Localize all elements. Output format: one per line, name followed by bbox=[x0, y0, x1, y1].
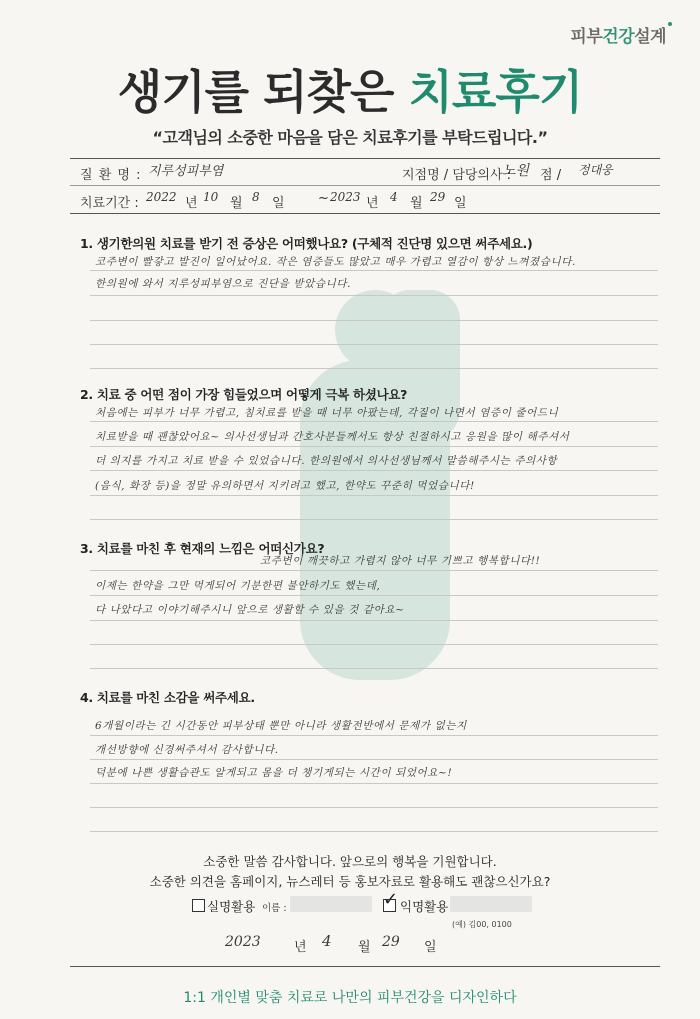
brand-suffix: 설계 bbox=[634, 27, 666, 47]
clinic-value[interactable]: 노원 bbox=[502, 163, 530, 179]
answer-4-line-3[interactable]: 덕분에 나쁜 생활습관도 알게되고 몸을 더 챙기게되는 시간이 되었어요~! bbox=[95, 767, 453, 779]
ruled-line bbox=[90, 595, 658, 596]
closing-line-2: 소중한 의견을 홈페이지, 뉴스레터 등 홍보자료로 활용해도 괜찮으신가요? bbox=[149, 874, 551, 889]
signed-day-unit: 일 bbox=[424, 940, 438, 955]
brand-highlight: 건강 bbox=[602, 27, 635, 47]
brand-prefix: 피부 bbox=[570, 27, 603, 47]
answer-1-line-1[interactable]: 코주변이 빨갛고 발진이 일어났어요. 작은 염증들도 많았고 매우 가렵고 열감이 항상 느껴졌습니다. bbox=[95, 256, 576, 268]
signed-year-unit: 년 bbox=[294, 940, 308, 955]
ruled-line bbox=[90, 344, 658, 345]
end-day[interactable]: 29 bbox=[430, 190, 446, 204]
anonymous-input[interactable] bbox=[450, 896, 532, 912]
anonymous-example: (예) 김00, 0100 bbox=[452, 920, 512, 929]
brand-logo bbox=[570, 22, 672, 47]
ruled-line bbox=[90, 470, 658, 471]
answer-3-line-3[interactable]: 다 나았다고 이야기해주시니 앞으로 생활할 수 있을 것 같아요~ bbox=[95, 604, 405, 616]
answer-2-line-3[interactable]: 더 의지를 가지고 치료 받을 수 있었습니다. 한의원에서 의사선생님께서 말씀해주시는 주의사항 bbox=[95, 455, 558, 467]
divider bbox=[70, 185, 660, 186]
ruled-line bbox=[90, 831, 658, 832]
ruled-line bbox=[90, 570, 658, 571]
start-year[interactable]: 2022 bbox=[146, 190, 177, 204]
end-month[interactable]: 4 bbox=[390, 190, 398, 204]
period-tilde: ~ bbox=[318, 191, 330, 206]
start-year-unit: 년 bbox=[185, 196, 199, 211]
doctor-value[interactable]: 정대웅 bbox=[578, 163, 613, 177]
divider bbox=[70, 213, 660, 214]
end-year[interactable]: 2023 bbox=[330, 190, 361, 204]
answer-2-line-2[interactable]: 치료받을 때 괜찮았어요~ 의사선생님과 간호사분들께서도 항상 친절하시고 응원을 많이 해주셔서 bbox=[95, 431, 570, 443]
ruled-line bbox=[90, 644, 658, 645]
end-year-unit: 년 bbox=[366, 196, 380, 211]
start-day[interactable]: 8 bbox=[252, 190, 260, 204]
name-input[interactable] bbox=[290, 896, 372, 912]
real-name-label: 실명활용 bbox=[207, 899, 256, 914]
ruled-line bbox=[90, 668, 658, 669]
clinic-label: 지점명 / 담당의사 : bbox=[402, 168, 512, 183]
question-1: 1. 생기한의원 치료를 받기 전 증상은 어떠했나요? (구체적 진단명 있으면 써주세요.) bbox=[80, 236, 533, 251]
disease-value[interactable]: 지루성피부염 bbox=[148, 164, 224, 179]
answer-3-line-1[interactable]: 코주변이 깨끗하고 가렵지 않아 너무 기쁘고 행복합니다!! bbox=[260, 555, 541, 567]
divider bbox=[70, 158, 660, 159]
ruled-line bbox=[90, 807, 658, 808]
divider bbox=[70, 966, 660, 967]
title-part1: 생기를 되찾은 bbox=[117, 65, 394, 119]
name-label: 이름 : bbox=[262, 903, 287, 914]
ruled-line bbox=[90, 421, 658, 422]
brand-dot bbox=[668, 22, 672, 26]
answer-3-line-2[interactable]: 이제는 한약을 그만 먹게되어 기분한편 불안하기도 했는데, bbox=[95, 580, 381, 592]
page-title bbox=[0, 56, 700, 122]
answer-2-line-1[interactable]: 처음에는 피부가 너무 가렵고, 침치료를 받을 때 너무 아팠는데, 각질이 나면서 염증이 줄어드니 bbox=[95, 407, 559, 419]
answer-4-line-2[interactable]: 개선방향에 신경써주셔서 감사합니다. bbox=[95, 744, 279, 756]
period-label: 치료기간 : bbox=[80, 196, 139, 211]
real-name-checkbox[interactable] bbox=[192, 899, 205, 912]
signed-day[interactable]: 29 bbox=[382, 934, 400, 950]
ruled-line bbox=[90, 446, 658, 447]
ruled-line bbox=[90, 320, 658, 321]
end-month-unit: 월 bbox=[410, 196, 424, 211]
ruled-line bbox=[90, 759, 658, 760]
ruled-line bbox=[90, 519, 658, 520]
answer-1-line-2[interactable]: 한의원에 와서 지루성피부염으로 진단을 받았습니다. bbox=[95, 278, 352, 290]
question-4: 4. 치료를 마친 소감을 써주세요. bbox=[80, 690, 255, 705]
anonymous-label: 익명활용 bbox=[400, 899, 449, 914]
end-day-unit: 일 bbox=[454, 196, 468, 211]
disease-label: 질 환 명 : bbox=[80, 168, 142, 183]
ruled-line bbox=[90, 270, 658, 271]
answer-4-line-1[interactable]: 6개월이라는 긴 시간동안 피부상태 뿐만 아니라 생활전반에서 문제가 없는지 bbox=[95, 720, 467, 732]
answer-2-line-4[interactable]: (음식, 화장 등)을 정말 유의하면서 지키려고 했고, 한약도 꾸준히 먹었습니다! bbox=[95, 480, 475, 492]
question-2: 2. 치료 중 어떤 점이 가장 힘들었으며 어떻게 극복 하셨나요? bbox=[80, 387, 408, 402]
anonymous-checkmark-icon: ✓ bbox=[383, 889, 399, 910]
ruled-line bbox=[90, 295, 658, 296]
closing-line-1: 소중한 말씀 감사합니다. 앞으로의 행복을 기원합니다. bbox=[203, 854, 497, 869]
ruled-line bbox=[90, 495, 658, 496]
footer-slogan: 1:1 개인별 맞춤 치료로 나만의 피부건강을 디자인하다 bbox=[183, 990, 517, 1006]
signed-year[interactable]: 2023 bbox=[225, 934, 261, 950]
question-3: 3. 치료를 마친 후 현재의 느낌은 어떠신가요? bbox=[80, 541, 325, 556]
start-month-unit: 월 bbox=[230, 196, 244, 211]
title-part2: 치료후기 bbox=[408, 65, 583, 119]
start-month[interactable]: 10 bbox=[203, 190, 219, 204]
signed-month[interactable]: 4 bbox=[322, 932, 332, 950]
signed-month-unit: 월 bbox=[358, 940, 372, 955]
ruled-line bbox=[90, 783, 658, 784]
ruled-line bbox=[90, 735, 658, 736]
ruled-line bbox=[90, 368, 658, 369]
ruled-line bbox=[90, 620, 658, 621]
start-day-unit: 일 bbox=[272, 196, 286, 211]
clinic-unit: 점 / bbox=[540, 168, 562, 183]
page-subtitle: “고객님의 소중한 마음을 담은 치료후기를 부탁드립니다.” bbox=[152, 128, 548, 147]
